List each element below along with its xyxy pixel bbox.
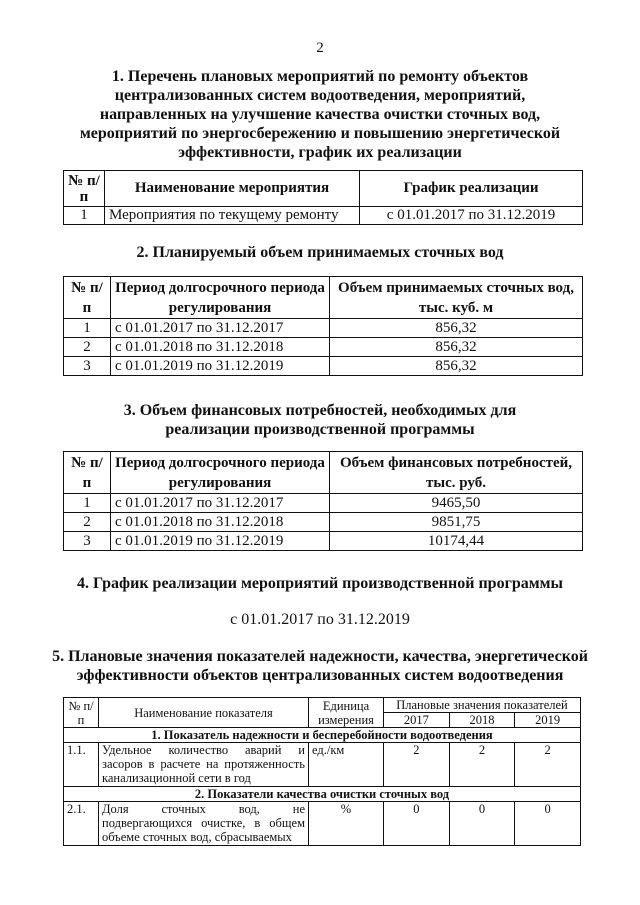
section-2-label: 2. Показатели качества очистки сточных вод [64,787,581,802]
title-line: мероприятий по энергосбережению и повышению энергетической [79,125,561,142]
cell-volume: 856,32 [330,357,583,376]
cell-indicator: Удельное количество аварий и засоров в расчете на протяженность канализационной сети в год [99,743,309,787]
cell-value: 2 [449,743,515,787]
financial-needs-table [63,451,583,551]
col-header-num: № п/п [64,452,111,494]
title-line: направленных на улучшение качества очистки сточных вод, [99,106,541,123]
col-header-year: 2017 [384,713,450,728]
indicators-table [63,697,581,846]
section-5-title [0,647,640,685]
title-line: 1. Перечень плановых мероприятий по ремонту объектов [111,68,529,85]
cell-unit: % [309,802,384,846]
cell-volume: 856,32 [330,319,583,338]
col-header-plan: Плановые значения показателей [384,698,581,713]
col-header-indicator: Наименование показателя [99,698,309,728]
col-header-volume: Объем принимаемых сточных вод, тыс. куб. м [330,277,583,319]
table-row [64,532,583,551]
section-row [64,728,581,743]
section-4-period: с 01.01.2017 по 31.12.2019 [230,611,410,628]
title-line: эффективности, график их реализации [178,144,462,161]
cell-unit: ед./км [309,743,384,787]
section-3-title [0,401,640,439]
activities-table [63,170,583,225]
section-2-title [0,243,640,262]
page-number: 2 [316,40,324,56]
section-1-title [0,67,640,162]
cell-value: 2 [384,743,450,787]
section-row [64,787,581,802]
cell-value: 0 [384,802,450,846]
cell-indicator: Доля сточных вод, не подвергающихся очистке, в общем объеме сточных вод, сбрасываемых [99,802,309,846]
cell-num: 1.1. [64,743,99,787]
title-line: реализации производственной программы [165,421,475,438]
table-row [64,357,583,376]
title-line: 4. График реализации мероприятий производственной программы [76,575,564,592]
cell-schedule: с 01.01.2017 по 31.12.2019 [360,207,583,225]
col-header-num: № п/п [64,698,99,728]
cell-period: с 01.01.2018 по 31.12.2018 [111,513,330,532]
cell-name: Мероприятия по текущему ремонту [105,207,360,225]
table-row [64,319,583,338]
col-header-unit: Единица измерения [309,698,384,728]
cell-value: 2 [515,743,581,787]
col-header-name: Наименование мероприятия [105,171,360,207]
table-row [64,743,581,787]
cell-period: с 01.01.2017 по 31.12.2017 [111,494,330,513]
col-header-num: № п/п [64,171,105,207]
cell-period: с 01.01.2017 по 31.12.2017 [111,319,330,338]
table-row [64,802,581,846]
cell-num: 2 [64,338,111,357]
wastewater-volume-table [63,276,583,376]
cell-num: 2.1. [64,802,99,846]
title-line: эффективности объектов централизованных систем водоотведения [76,667,564,684]
title-line: 5. Плановые значения показателей надежности, качества, энергетической [52,648,588,665]
cell-num: 2 [64,513,111,532]
col-header-amount: Объем финансовых потребностей, тыс. руб. [330,452,583,494]
title-line: 3. Объем финансовых потребностей, необходимых для [123,402,517,419]
cell-amount: 9851,75 [330,513,583,532]
cell-num: 3 [64,532,111,551]
col-header-period: Период долгосрочного периода регулирования [111,452,330,494]
cell-num: 1 [64,494,111,513]
col-header-schedule: График реализации [360,171,583,207]
col-header-year: 2019 [515,713,581,728]
section-1-label: 1. Показатель надежности и бесперебойности водоотведения [64,728,581,743]
table-row [64,338,583,357]
table-row [64,207,583,225]
col-header-period: Период долгосрочного периода регулирования [111,277,330,319]
cell-period: с 01.01.2018 по 31.12.2018 [111,338,330,357]
cell-period: с 01.01.2019 по 31.12.2019 [111,532,330,551]
cell-amount: 9465,50 [330,494,583,513]
section-4-title [0,574,640,593]
col-header-num: № п/п [64,277,111,319]
cell-period: с 01.01.2019 по 31.12.2019 [111,357,330,376]
cell-num: 1 [64,207,105,225]
title-line: 2. Планируемый объем принимаемых сточных вод [136,244,504,261]
cell-volume: 856,32 [330,338,583,357]
col-header-year: 2018 [449,713,515,728]
cell-value: 0 [515,802,581,846]
table-row [64,494,583,513]
title-line: централизованных систем водоотведения, мероприятий, [114,87,526,104]
table-row [64,513,583,532]
cell-value: 0 [449,802,515,846]
cell-amount: 10174,44 [330,532,583,551]
cell-num: 3 [64,357,111,376]
cell-num: 1 [64,319,111,338]
